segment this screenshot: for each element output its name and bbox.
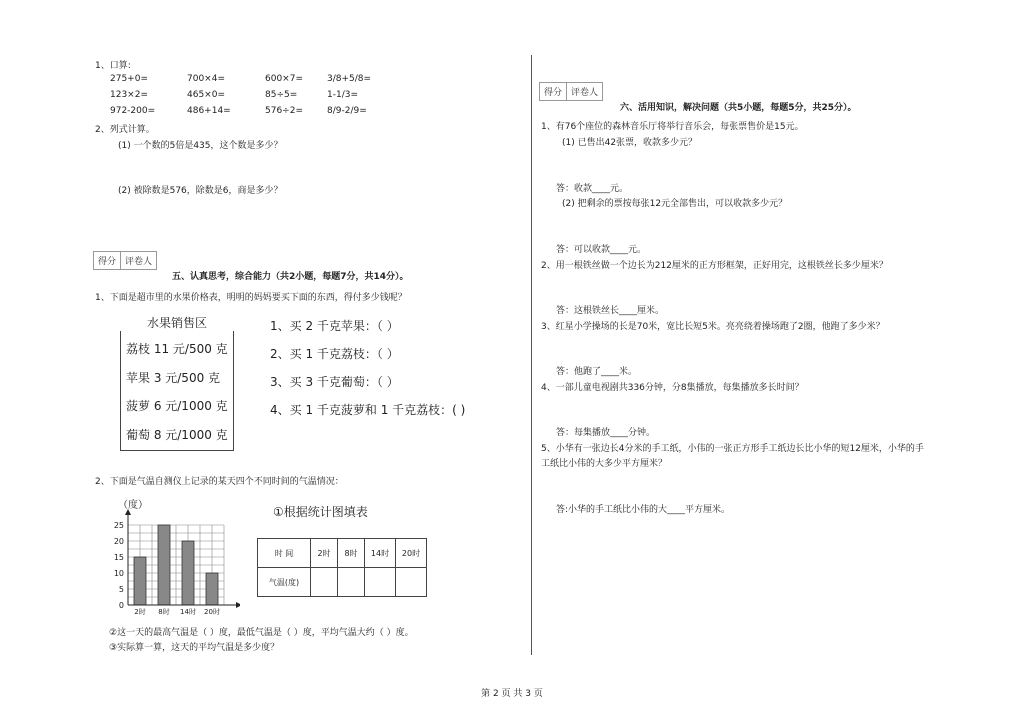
oral-item: 1-1/3= bbox=[327, 90, 358, 100]
question-text: ②这一天的最高气温是（ ）度，最低气温是（ ）度，平均气温大约（ ）度。 bbox=[109, 628, 414, 638]
table-header: 2时 bbox=[311, 539, 338, 568]
x-tick-label: 14时 bbox=[180, 608, 196, 616]
oral-item: 465×0= bbox=[187, 90, 225, 100]
bar bbox=[134, 557, 146, 605]
answer-line: 答:小华的手工纸比小伟的大____平方厘米。 bbox=[556, 505, 731, 515]
x-axis-arrow bbox=[236, 602, 240, 608]
buy-question: 2、买 1 千克荔枝：（ ） bbox=[270, 347, 399, 361]
bar bbox=[206, 573, 218, 605]
fruit-price: 苹果 3 元/500 克 bbox=[126, 371, 221, 385]
y-axis-label: （度） bbox=[118, 500, 148, 511]
fruit-price: 荔枝 11 元/500 克 bbox=[126, 342, 228, 356]
fruit-price: 菠萝 6 元/1000 克 bbox=[126, 399, 228, 413]
temperature-table bbox=[257, 538, 427, 597]
question-text: 3、红星小学操场的长是70米，宽比长短5米。亮亮绕着操场跑了2圈，他跑了多少米？ bbox=[541, 322, 885, 332]
temperature-bar-chart bbox=[108, 498, 240, 618]
y-tick-label: 25 bbox=[113, 521, 124, 530]
y-tick-label: 15 bbox=[113, 553, 124, 562]
question-text: 2、用一根铁丝做一个边长为212厘米的正方形框架，正好用完，这根铁丝长多少厘米？ bbox=[541, 261, 888, 271]
bar bbox=[158, 525, 170, 605]
table-row-label: 气温(度) bbox=[258, 568, 311, 597]
column-divider bbox=[531, 55, 532, 655]
question-text: 5、小华有一张边长4分米的手工纸，小伟的一张正方形手工纸边长比小华的短12厘米，小华的手 bbox=[541, 444, 924, 454]
oral-item: 576÷2= bbox=[265, 106, 303, 116]
oral-item: 85÷5= bbox=[265, 90, 298, 100]
question-text: 4、一部儿童电视剧共336分钟，分8集播放，每集播放多长时间？ bbox=[541, 383, 804, 393]
oral-item: 275+0= bbox=[110, 74, 148, 84]
oral-item: 700×4= bbox=[187, 74, 225, 84]
question-text: (2) 把剩余的票按每张12元全部售出，可以收款多少元？ bbox=[562, 199, 788, 209]
buy-question: 1、买 2 千克苹果：（ ） bbox=[270, 319, 399, 333]
table-header: 20时 bbox=[396, 539, 427, 568]
x-tick-label: 8时 bbox=[158, 608, 170, 616]
score-box bbox=[539, 82, 603, 101]
fruit-box-title: 水果销售区 bbox=[120, 314, 234, 331]
x-tick-label: 20时 bbox=[204, 608, 220, 616]
question-text: (2) 被除数是576，除数是6，商是多少？ bbox=[118, 186, 283, 196]
table-header: 8时 bbox=[338, 539, 365, 568]
answer-line: 答：他跑了____米。 bbox=[556, 367, 638, 377]
score-label: 得分 bbox=[94, 252, 121, 269]
question-text: (1) 一个数的5倍是435，这个数是多少？ bbox=[118, 141, 283, 151]
question-text: 1、下面是超市里的水果价格表，明明的妈妈要买下面的东西，得付多少钱呢？ bbox=[95, 293, 407, 303]
y-tick-label: 5 bbox=[118, 585, 124, 594]
grader-label: 评卷人 bbox=[571, 88, 599, 98]
grader-label: 评卷人 bbox=[125, 257, 153, 267]
question-text: 1、有76个座位的森林音乐厅将举行音乐会，每张票售价是15元。 bbox=[541, 122, 804, 132]
section-6-title: 六、活用知识，解决问题（共5小题，每题5分，共25分）。 bbox=[620, 103, 857, 113]
table-header: 14时 bbox=[365, 539, 396, 568]
fill-table-title: ①根据统计图填表 bbox=[273, 505, 368, 519]
y-tick-label: 20 bbox=[113, 537, 124, 546]
question-text: 工纸比小伟的大多少平方厘米？ bbox=[541, 459, 668, 469]
oral-item: 972-200= bbox=[110, 106, 156, 116]
table-cell[interactable] bbox=[365, 568, 396, 597]
x-tick-label: 2时 bbox=[134, 608, 146, 616]
answer-line: 答：每集播放____分钟。 bbox=[556, 428, 656, 438]
question-text: 2、下面是气温自测仪上记录的某天四个不同时间的气温情况： bbox=[95, 477, 344, 487]
section-2-title: 2、列式计算。 bbox=[95, 125, 155, 135]
question-text: (1) 已售出42张票，收款多少元？ bbox=[562, 138, 698, 148]
score-label: 得分 bbox=[540, 83, 567, 100]
question-text: ③实际算一算，这天的平均气温是多少度？ bbox=[109, 643, 280, 653]
answer-line: 答：可以收款____元。 bbox=[556, 245, 647, 255]
score-box bbox=[93, 251, 157, 270]
oral-item: 486+14= bbox=[187, 106, 231, 116]
bar bbox=[182, 541, 194, 605]
page-footer: 第 2 页 共 3 页 bbox=[481, 689, 543, 699]
section-5-title: 五、认真思考，综合能力（共2小题，每题7分，共14分）。 bbox=[172, 272, 409, 282]
y-tick-label: 0 bbox=[118, 601, 124, 610]
y-tick-label: 10 bbox=[113, 569, 124, 578]
buy-question: 3、买 3 千克葡萄：（ ） bbox=[270, 375, 399, 389]
table-cell[interactable] bbox=[311, 568, 338, 597]
table-header: 时 间 bbox=[258, 539, 311, 568]
fruit-price: 葡萄 8 元/1000 克 bbox=[126, 428, 228, 442]
table-cell[interactable] bbox=[396, 568, 427, 597]
oral-item: 3/8+5/8= bbox=[327, 74, 372, 84]
oral-item: 600×7= bbox=[265, 74, 303, 84]
answer-line: 答：这根铁丝长____厘米。 bbox=[556, 306, 665, 316]
section-1-title: 1、口算: bbox=[95, 61, 131, 71]
oral-item: 8/9-2/9= bbox=[327, 106, 367, 116]
table-cell[interactable] bbox=[338, 568, 365, 597]
oral-item: 123×2= bbox=[110, 90, 148, 100]
answer-line: 答：收款____元。 bbox=[556, 184, 629, 194]
buy-question: 4、买 1 千克菠萝和 1 千克荔枝：( ) bbox=[270, 403, 466, 417]
